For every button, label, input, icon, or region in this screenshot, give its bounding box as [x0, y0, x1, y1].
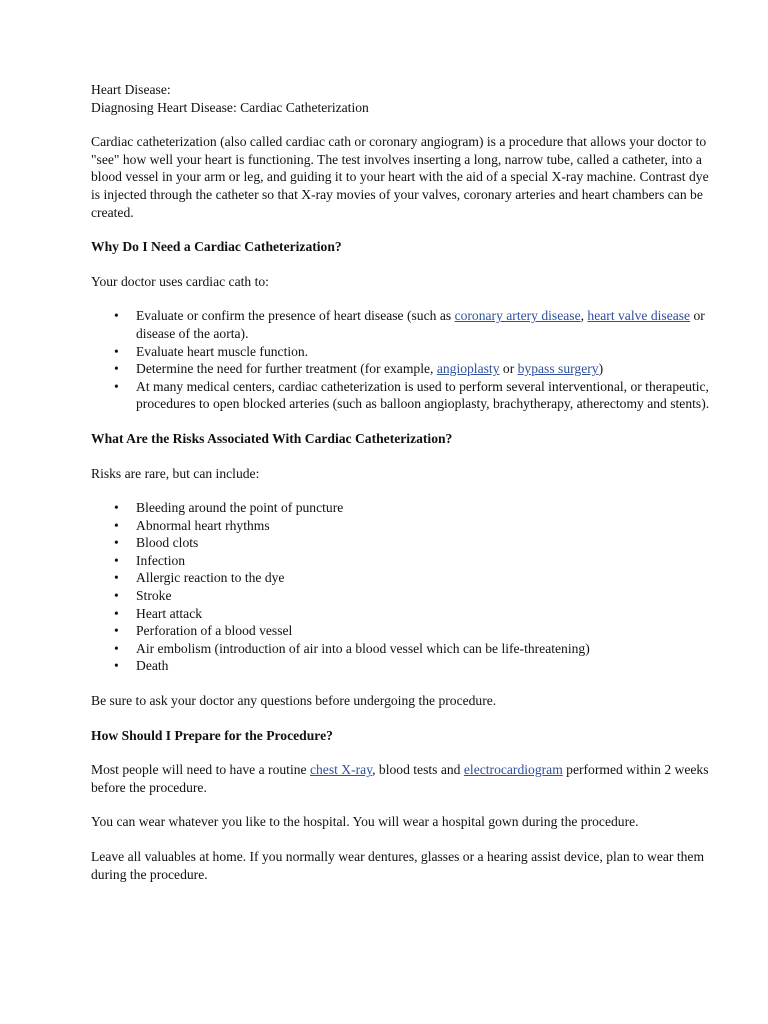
list-item: • Heart attack: [114, 605, 203, 621]
list-item: • Abnormal heart rhythms: [114, 517, 270, 533]
list-item: • Air embolism (introduction of air into a blood vessel which can be life-threatening): [114, 640, 590, 656]
bullet-icon: •: [114, 605, 119, 621]
bullet-icon: •: [114, 517, 119, 533]
bullet-icon: •: [114, 588, 119, 604]
link-bypass-surgery[interactable]: bypass surgery: [517, 361, 599, 377]
document-body: [91, 81, 713, 883]
bullet-icon: •: [114, 570, 119, 586]
link-chest-x-ray[interactable]: chest X-ray: [309, 762, 373, 778]
prepare-paragraph-1: Most people will need to have a routine chest X-ray, blood tests and electrocardiogram performed within 2 weeks before the procedure.: [91, 762, 709, 795]
risks-lead: Risks are rare, but can include:: [91, 465, 260, 481]
list-item: • Infection: [114, 552, 186, 568]
bullet-icon: •: [114, 361, 119, 377]
list-item: • At many medical centers, cardiac catheterization is used to perform several interventional, or therapeutic, procedures to open blocked arteries (such as balloon angioplasty, brachytherapy, atherectomy and stents).: [114, 378, 710, 412]
list-item: • Determine the need for further treatment (for example, angioplasty or bypass surgery): [114, 361, 604, 377]
risks-closing: Be sure to ask your doctor any questions before undergoing the procedure.: [91, 693, 497, 709]
list-item: • Perforation of a blood vessel: [114, 623, 293, 639]
doc-title-category: Heart Disease:: [91, 82, 171, 97]
link-angioplasty[interactable]: angioplasty: [436, 361, 500, 377]
heading-risks: What Are the Risks Associated With Cardiac Catheterization?: [91, 430, 453, 446]
list-item: • Blood clots: [114, 535, 199, 551]
bullet-icon: •: [114, 343, 119, 359]
heading-prepare: How Should I Prepare for the Procedure?: [91, 727, 333, 743]
bullet-icon: •: [114, 552, 119, 568]
bullet-icon: •: [114, 623, 119, 639]
link-heart-valve-disease[interactable]: heart valve disease: [587, 308, 691, 324]
list-item: • Allergic reaction to the dye: [114, 570, 285, 586]
link-electrocardiogram[interactable]: electrocardiogram: [463, 762, 563, 778]
list-item: • Evaluate heart muscle function.: [114, 343, 309, 359]
prepare-paragraph-3: Leave all valuables at home. If you normally wear dentures, glasses or a hearing assist device, plan to wear them during the procedure.: [91, 849, 705, 882]
intro-paragraph: Cardiac catheterization (also called cardiac cath or coronary angiogram) is a procedure that allows your doctor to "see" how well your heart is functioning. The test involves inserting a long, narrow tube, called a catheter, into a blood vessel in your arm or leg, and guiding it to your heart with the aid of a special X-ray machine. Contrast dye is injected through the catheter so that X-ray movies of your valves, coronary arteries and heart chambers can be created.: [91, 134, 709, 220]
link-coronary-artery-disease[interactable]: coronary artery disease: [454, 308, 581, 324]
list-item: • Stroke: [114, 588, 172, 604]
bullet-icon: •: [114, 378, 119, 394]
heading-why: Why Do I Need a Cardiac Catheterization?: [91, 239, 342, 255]
bullet-icon: •: [114, 640, 119, 656]
bullet-icon: •: [114, 308, 119, 324]
bullet-icon: •: [114, 535, 119, 551]
bullet-icon: •: [114, 500, 119, 516]
why-lead: Your doctor uses cardiac cath to:: [91, 273, 269, 289]
list-item: • Death: [114, 658, 169, 674]
list-item: • Bleeding around the point of puncture: [114, 500, 344, 516]
why-list: [91, 307, 713, 413]
list-item: • Evaluate or confirm the presence of heart disease (such as coronary artery disease, heart valve disease or disease of the aorta).: [114, 308, 705, 341]
prepare-paragraph-2: You can wear whatever you like to the hospital. You will wear a hospital gown during the procedure.: [91, 814, 639, 830]
doc-title: Diagnosing Heart Disease: Cardiac Catheterization: [91, 99, 369, 115]
risks-list: [91, 499, 713, 675]
bullet-icon: •: [114, 658, 119, 674]
